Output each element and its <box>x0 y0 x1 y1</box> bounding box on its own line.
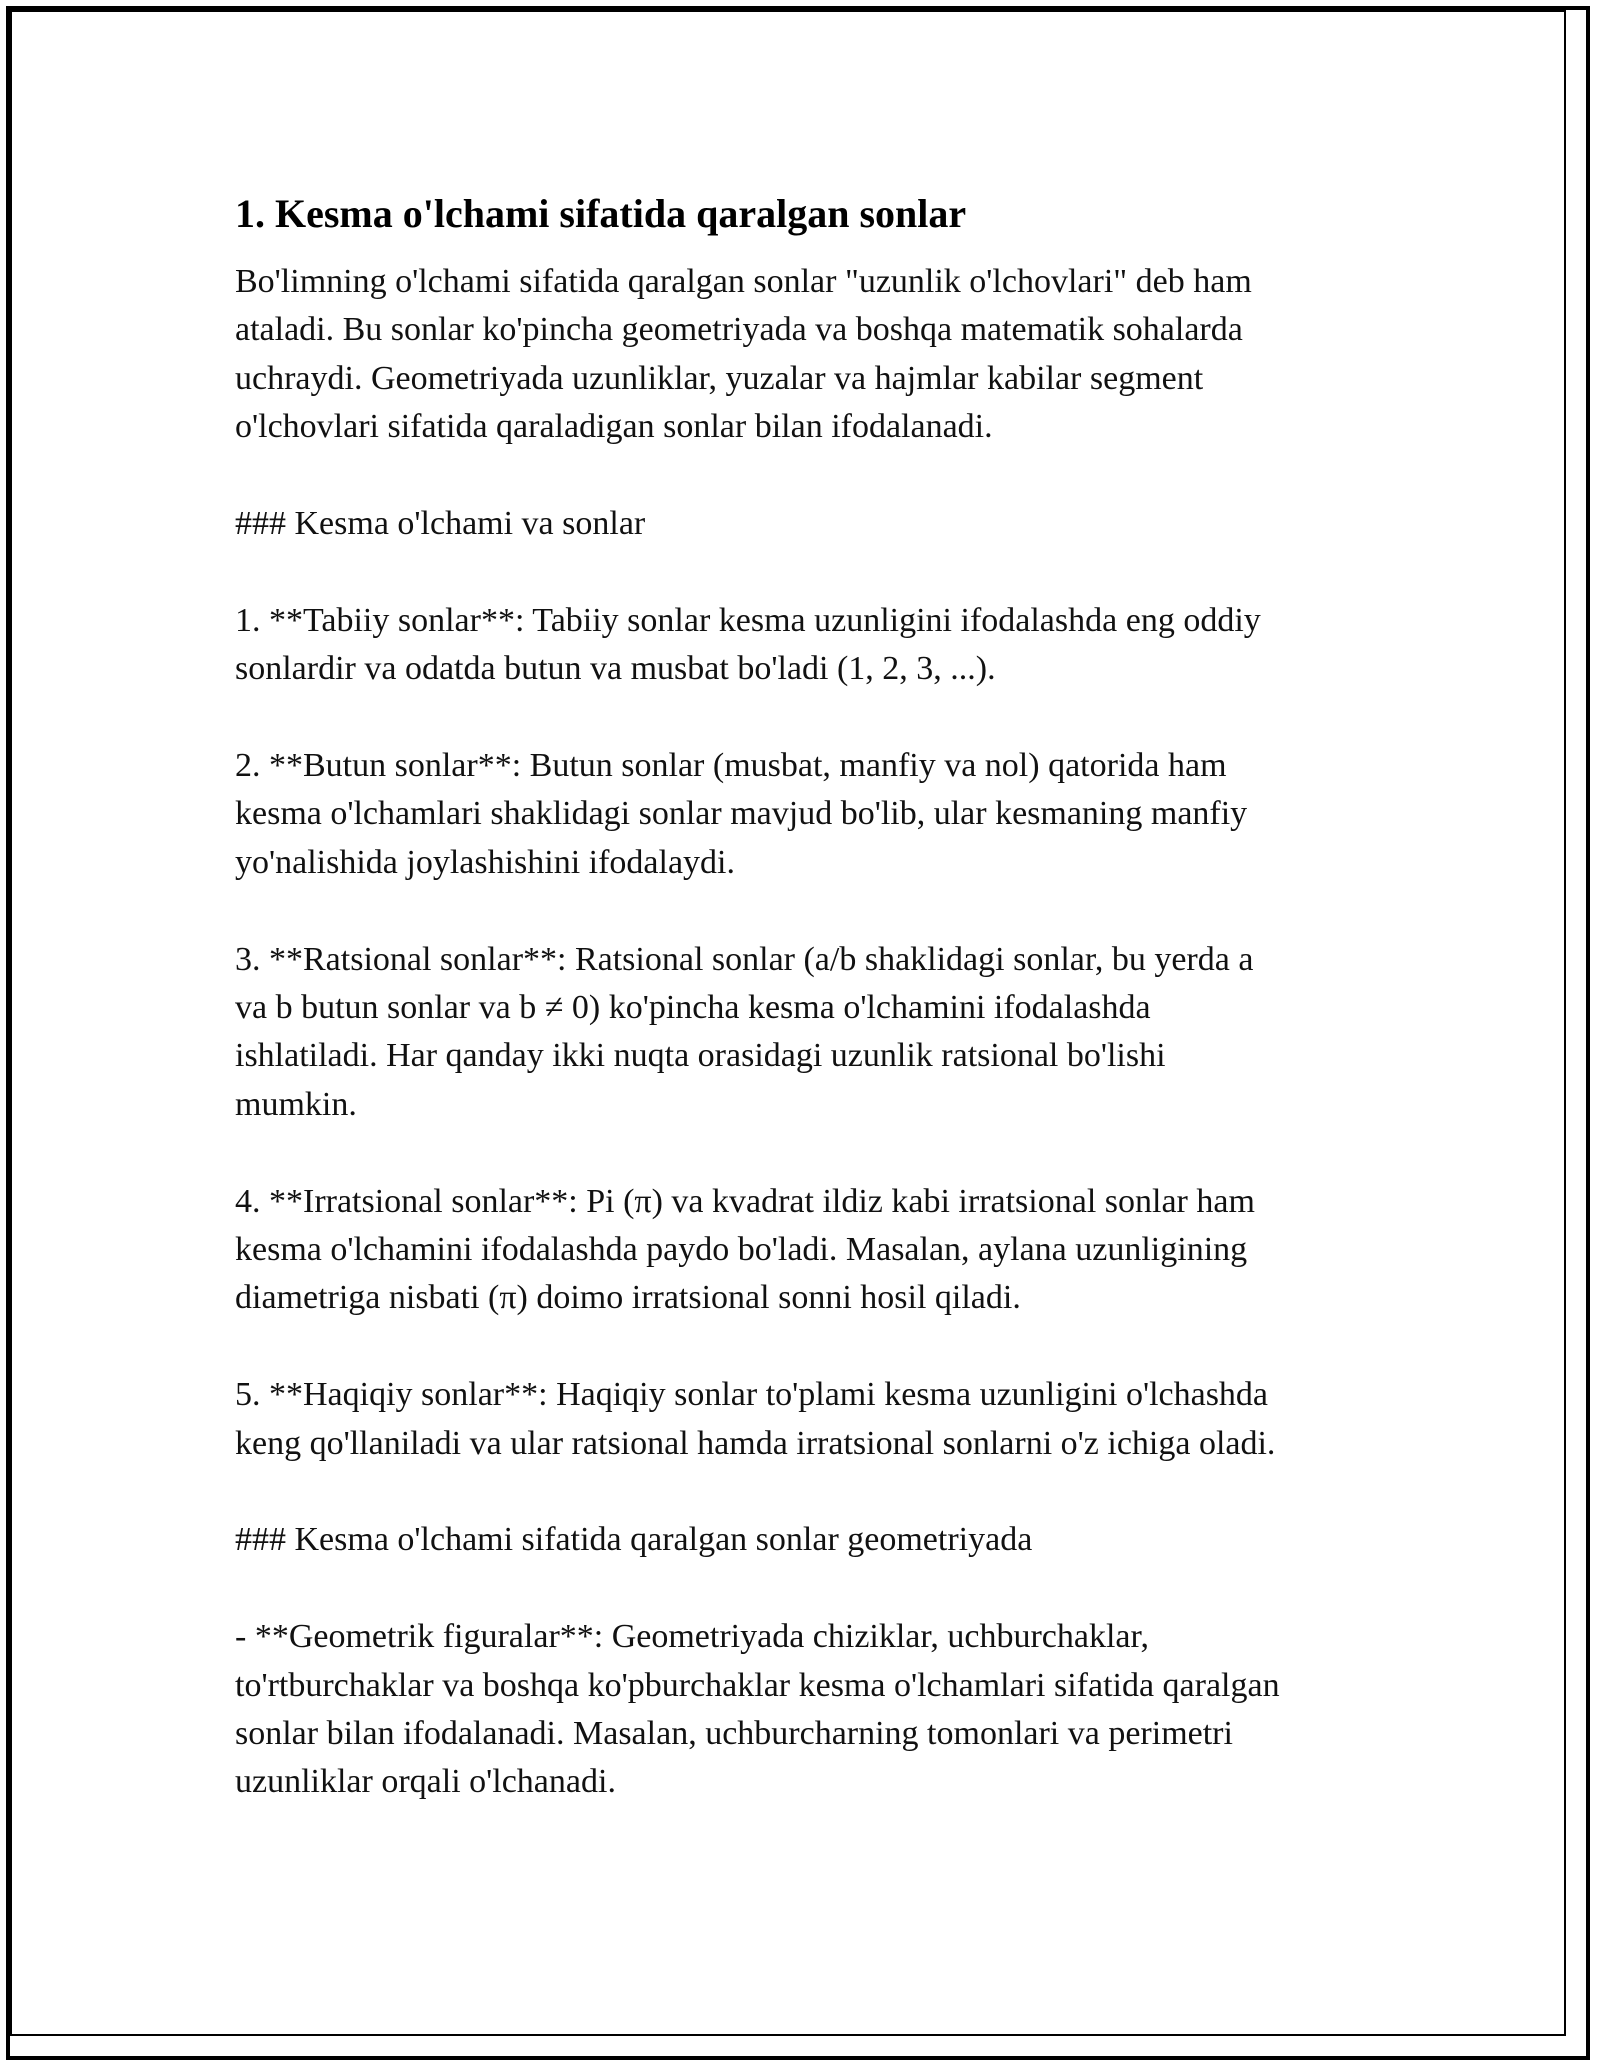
bullet-geometrik-figuralar: - **Geometrik figuralar**: Geometriyada chiziklar, uchburchaklar, to'rtburchaklar va boshqa ko'pburchaklar kesma o'lchamlari sifatida qaralgan sonlar bilan ifodalanadi. Masalan, uchburcharning tomonlari va perimetri uzunliklar orqali o'lchanadi. <box>235 1618 1280 1801</box>
list-item-haqiqiy-sonlar: 5. **Haqiqiy sonlar**: Haqiqiy sonlar to'plami kesma uzunligini o'lchashda keng qo'llaniladi va ular ratsional hamda irratsional sonlarni o'z ichiga oladi. <box>235 1376 1276 1462</box>
list-item-tabiiy-sonlar: 1. **Tabiiy sonlar**: Tabiiy sonlar kesma uzunligini ifodalashda eng oddiy sonlardir va odatda butun va musbat bo'ladi (1, 2, 3, ...). <box>235 601 1261 688</box>
section-heading-geometriyada: ### Kesma o'lchami sifatida qaralgan sonlar geometriyada <box>235 1521 1033 1559</box>
document-title: 1. Kesma o'lchami sifatida qaralgan sonlar <box>235 191 967 236</box>
document-body <box>235 186 1375 1807</box>
list-item-irratsional-sonlar: 4. **Irratsional sonlar**: Pi (π) va kvadrat ildiz kabi irratsional sonlar ham kesma o'lchamini ifodalashda paydo bo'ladi. Masalan, aylana uzunligining diametriga nisbati (π) doimo irratsional sonni hosil qiladi. <box>235 1182 1255 1317</box>
list-item-butun-sonlar: 2. **Butun sonlar**: Butun sonlar (musbat, manfiy va nol) qatorida ham kesma o'lchamlari shaklidagi sonlar mavjud bo'lib, ular kesmaning manfiy yo'nalishida joylashishini ifodalaydi. <box>235 747 1248 881</box>
list-item-ratsional-sonlar: 3. **Ratsional sonlar**: Ratsional sonlar (a/b shaklidagi sonlar, bu yerda a va b butun sonlar va b ≠ 0) ko'pincha kesma o'lchamini ifodalashda ishlatiladi. Har qanday ikki nuqta orasidagi uzunlik ratsional bo'lishi mumkin. <box>235 940 1254 1123</box>
intro-paragraph: Bo'limning o'lchami sifatida qaralgan sonlar "uzunlik o'lchovlari" deb ham ataladi. Bu sonlar ko'pincha geometriyada va boshqa matematik sohalarda uchraydi. Geometriyada uzunliklar, yuzalar va hajmlar kabilar segment o'lchovlari sifatida qaraladigan sonlar bilan ifodalanadi. <box>235 263 1252 446</box>
section-heading-kesma-olchami: ### Kesma o'lchami va sonlar <box>235 505 646 543</box>
